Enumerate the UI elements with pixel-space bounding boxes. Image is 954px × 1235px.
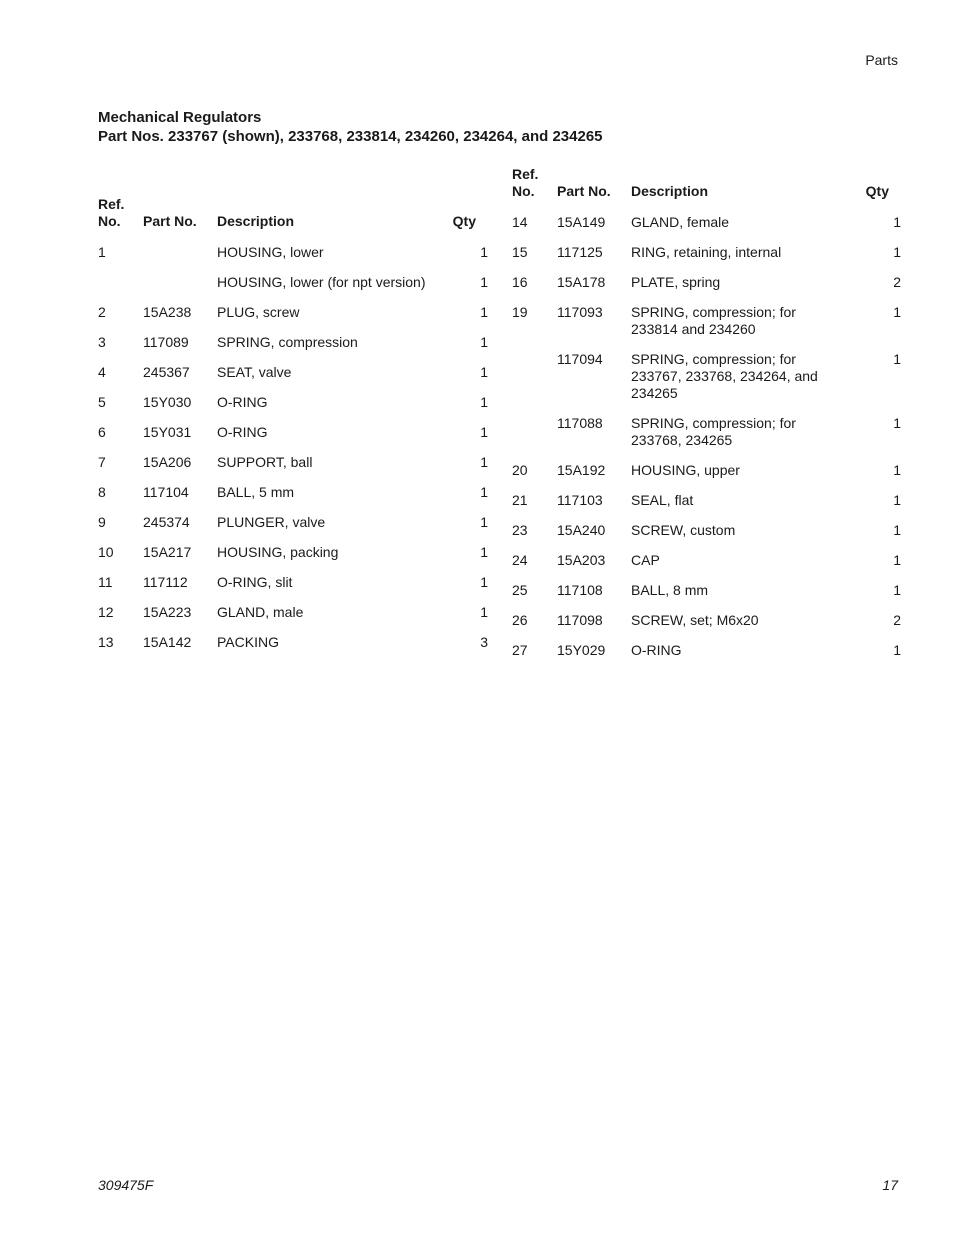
cell-part-no: 245367 <box>143 364 190 380</box>
table-row <box>512 268 901 298</box>
col-header-qty: Qty <box>452 213 476 229</box>
cell-description: SPRING, compression <box>217 334 358 350</box>
cell-qty: 1 <box>893 492 901 508</box>
cell-description: PLUNGER, valve <box>217 514 326 530</box>
table-row <box>98 268 488 298</box>
cell-ref: 26 <box>512 612 528 628</box>
cell-qty: 1 <box>480 484 488 500</box>
cell-ref: 24 <box>512 552 528 568</box>
cell-ref: 27 <box>512 642 528 658</box>
cell-part-no: 15A149 <box>557 214 606 230</box>
cell-description: GLAND, female <box>631 214 730 230</box>
cell-part-no: 15Y029 <box>557 642 606 658</box>
cell-description: SPRING, compression; for 233814 and 234260 <box>631 304 796 337</box>
table-row <box>98 598 488 628</box>
section-header: Parts <box>865 52 898 68</box>
cell-ref: 10 <box>98 544 114 560</box>
table-header-row <box>512 166 901 208</box>
table-row <box>512 208 901 238</box>
cell-description: SCREW, custom <box>631 522 736 538</box>
cell-description: O-RING, slit <box>217 574 293 590</box>
cell-part-no: 15A223 <box>143 604 192 620</box>
cell-part-no: 245374 <box>143 514 190 530</box>
cell-description: BALL, 5 mm <box>217 484 295 500</box>
table-row <box>98 538 488 568</box>
cell-description: SPRING, compression; for 233768, 234265 <box>631 415 796 448</box>
cell-part-no <box>143 238 217 268</box>
col-header-ref: Ref. No. <box>512 166 539 199</box>
cell-part-no <box>143 268 217 298</box>
cell-description: CAP <box>631 552 660 568</box>
cell-part-no: 117093 <box>557 304 603 320</box>
cell-part-no: 117108 <box>557 582 603 598</box>
cell-qty: 1 <box>893 582 901 598</box>
cell-qty: 1 <box>480 244 488 260</box>
page-title <box>98 108 603 146</box>
table-row <box>512 606 901 636</box>
cell-ref: 9 <box>98 514 106 530</box>
col-header-ref: Ref. No. <box>98 196 125 229</box>
cell-qty: 2 <box>893 274 901 290</box>
page-number: 17 <box>882 1177 898 1193</box>
cell-description: RING, retaining, internal <box>631 244 782 260</box>
cell-ref: 14 <box>512 214 528 230</box>
cell-part-no: 117088 <box>557 415 603 431</box>
cell-ref: 12 <box>98 604 114 620</box>
table-row <box>98 298 488 328</box>
cell-description: HOUSING, lower <box>217 244 324 260</box>
cell-description: SEAL, flat <box>631 492 694 508</box>
cell-part-no: 15Y031 <box>143 424 192 440</box>
table-row <box>98 628 488 658</box>
cell-description: HOUSING, lower (for npt version) <box>217 274 426 290</box>
table-row <box>512 409 901 456</box>
cell-ref: 13 <box>98 634 114 650</box>
table-header-row <box>98 196 488 238</box>
cell-qty: 1 <box>480 574 488 590</box>
cell-qty: 1 <box>480 304 488 320</box>
table-row <box>98 568 488 598</box>
cell-description: SPRING, compression; for 233767, 233768, 234264, and 234265 <box>631 351 818 401</box>
cell-part-no: 15A206 <box>143 454 192 470</box>
col-header-qty: Qty <box>865 183 889 199</box>
title-line-2: Part Nos. 233767 (shown), 233768, 233814, 234260, 234264, and 234265 <box>98 128 603 145</box>
table-row <box>512 486 901 516</box>
cell-qty: 1 <box>893 214 901 230</box>
cell-ref: 15 <box>512 244 528 260</box>
cell-qty: 1 <box>893 351 901 367</box>
cell-part-no: 15A238 <box>143 304 192 320</box>
cell-qty: 2 <box>893 612 901 628</box>
cell-part-no: 117112 <box>143 574 188 590</box>
cell-description: SUPPORT, ball <box>217 454 313 470</box>
cell-qty: 1 <box>480 514 488 530</box>
table-body-right <box>512 208 901 666</box>
cell-description: BALL, 8 mm <box>631 582 709 598</box>
cell-ref <box>98 268 143 298</box>
table-row <box>512 345 901 409</box>
cell-qty: 1 <box>893 522 901 538</box>
cell-part-no: 15A217 <box>143 544 192 560</box>
table-row <box>512 456 901 486</box>
cell-qty: 3 <box>480 634 488 650</box>
cell-description: SCREW, set; M6x20 <box>631 612 759 628</box>
cell-qty: 1 <box>480 604 488 620</box>
cell-description: HOUSING, upper <box>631 462 740 478</box>
parts-table-left <box>98 196 488 658</box>
table-row <box>512 516 901 546</box>
table-row <box>98 448 488 478</box>
cell-part-no: 117103 <box>557 492 603 508</box>
title-line-1: Mechanical Regulators <box>98 109 262 126</box>
cell-qty: 1 <box>893 244 901 260</box>
table-row <box>98 478 488 508</box>
cell-part-no: 117089 <box>143 334 189 350</box>
cell-description: HOUSING, packing <box>217 544 339 560</box>
table-row <box>98 238 488 268</box>
table-row <box>98 388 488 418</box>
cell-ref: 25 <box>512 582 528 598</box>
cell-description: PLATE, spring <box>631 274 721 290</box>
cell-description: PACKING <box>217 634 279 650</box>
cell-ref: 1 <box>98 244 106 260</box>
cell-description: GLAND, male <box>217 604 304 620</box>
cell-qty: 1 <box>893 415 901 431</box>
parts-table-right <box>512 166 901 666</box>
table-row <box>512 636 901 666</box>
cell-part-no: 15A192 <box>557 462 606 478</box>
cell-qty: 1 <box>480 544 488 560</box>
cell-ref: 19 <box>512 304 528 320</box>
table-row <box>98 508 488 538</box>
cell-ref: 3 <box>98 334 106 350</box>
cell-qty: 1 <box>480 364 488 380</box>
cell-qty: 1 <box>480 334 488 350</box>
document-number: 309475F <box>98 1177 154 1193</box>
col-header-part: Part No. <box>143 213 197 229</box>
cell-qty: 1 <box>480 394 488 410</box>
cell-part-no: 15A142 <box>143 634 192 650</box>
cell-part-no: 117098 <box>557 612 603 628</box>
cell-qty: 1 <box>480 424 488 440</box>
cell-ref: 20 <box>512 462 528 478</box>
cell-description: O-RING <box>217 394 268 410</box>
cell-part-no: 15A240 <box>557 522 606 538</box>
col-header-desc: Description <box>631 183 709 199</box>
cell-description: PLUG, screw <box>217 304 300 320</box>
cell-ref <box>512 409 557 456</box>
cell-qty: 1 <box>480 274 488 290</box>
cell-ref: 4 <box>98 364 106 380</box>
cell-qty: 1 <box>893 642 901 658</box>
cell-ref <box>512 345 557 409</box>
cell-ref: 5 <box>98 394 106 410</box>
table-row <box>512 576 901 606</box>
cell-part-no: 15Y030 <box>143 394 192 410</box>
table-row <box>98 418 488 448</box>
cell-description: O-RING <box>217 424 268 440</box>
cell-part-no: 15A203 <box>557 552 606 568</box>
col-header-desc: Description <box>217 213 295 229</box>
cell-ref: 2 <box>98 304 106 320</box>
table-row <box>98 328 488 358</box>
cell-part-no: 117094 <box>557 351 603 367</box>
cell-part-no: 117104 <box>143 484 189 500</box>
cell-ref: 23 <box>512 522 528 538</box>
cell-qty: 1 <box>893 304 901 320</box>
cell-ref: 16 <box>512 274 528 290</box>
cell-qty: 1 <box>893 462 901 478</box>
table-row <box>512 238 901 268</box>
table-row <box>512 546 901 576</box>
table-row <box>512 298 901 345</box>
cell-ref: 21 <box>512 492 528 508</box>
cell-ref: 6 <box>98 424 106 440</box>
cell-qty: 1 <box>893 552 901 568</box>
cell-description: O-RING <box>631 642 682 658</box>
table-body-left <box>98 238 488 658</box>
col-header-part: Part No. <box>557 183 611 199</box>
cell-ref: 8 <box>98 484 106 500</box>
cell-ref: 7 <box>98 454 106 470</box>
cell-qty: 1 <box>480 454 488 470</box>
table-row <box>98 358 488 388</box>
cell-part-no: 15A178 <box>557 274 606 290</box>
cell-part-no: 117125 <box>557 244 603 260</box>
cell-ref: 11 <box>98 574 113 590</box>
cell-description: SEAT, valve <box>217 364 292 380</box>
